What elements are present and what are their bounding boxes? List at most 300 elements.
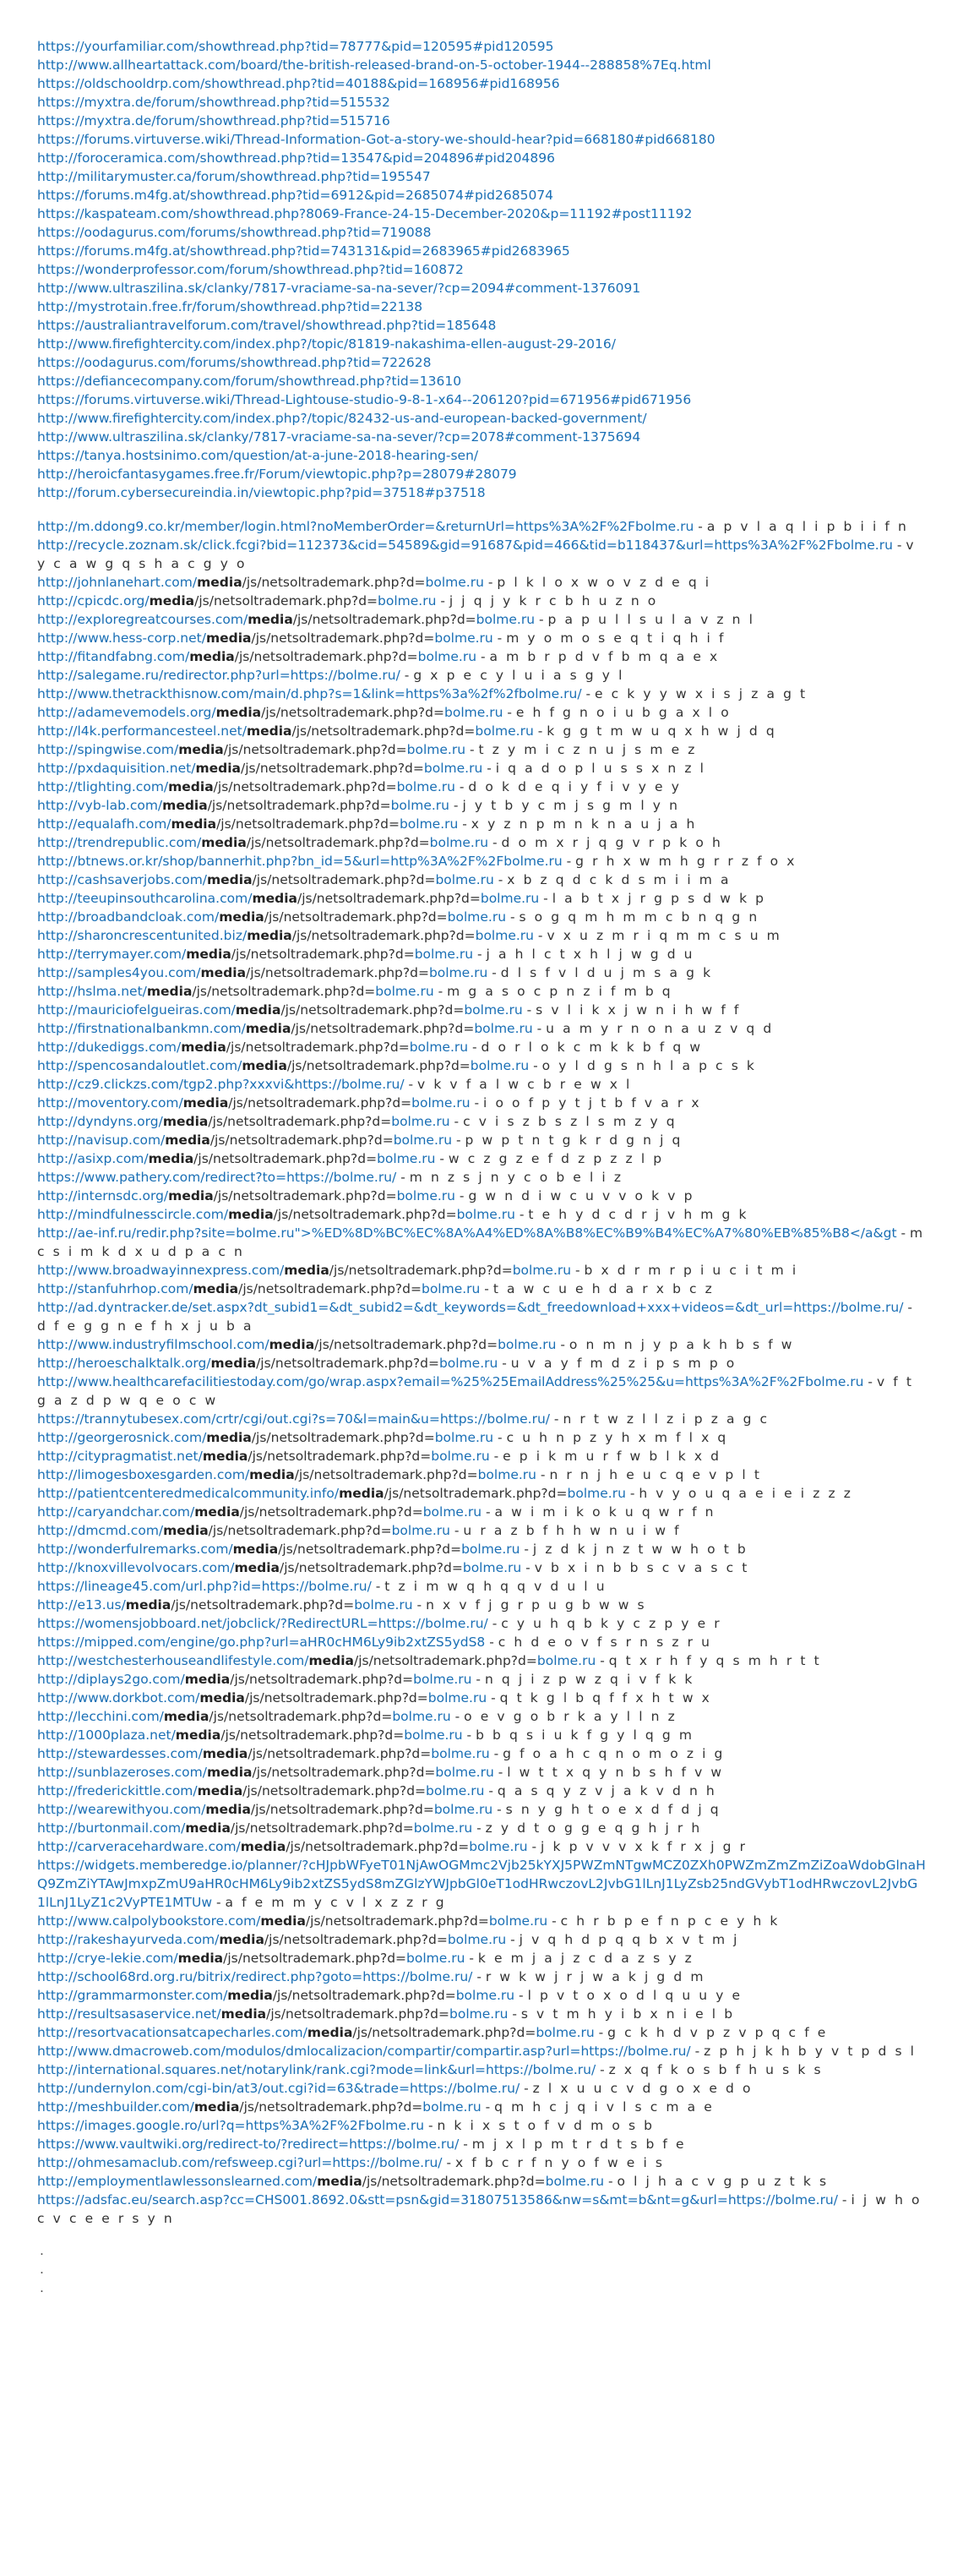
backlink-target[interactable]: bolme.ru bbox=[426, 1783, 485, 1798]
backlink-target[interactable]: bolme.ru bbox=[435, 1765, 494, 1780]
backlink-path-bold: media bbox=[269, 1337, 315, 1352]
backlink-target[interactable]: bolme.ru bbox=[498, 1337, 557, 1352]
backlink-url[interactable]: https://mipped.com/engine/go.php?url=aHR0cHM6Ly9ib2xtZS5ydS8 bbox=[37, 1635, 486, 1650]
backlink-host[interactable]: http://dmcmd.com/ bbox=[37, 1523, 164, 1538]
backlink-host[interactable]: http://hslma.net/ bbox=[37, 984, 147, 999]
backlink-target[interactable]: bolme.ru bbox=[464, 1002, 523, 1018]
backlink-path: /js/netsoltrademark.php?d= bbox=[286, 1839, 470, 1854]
backlink-host[interactable]: http://internsdc.org/ bbox=[37, 1188, 169, 1203]
backlink-host[interactable]: http://meshbuilder.com/ bbox=[37, 2099, 194, 2115]
backlink-entry bbox=[37, 1912, 926, 1930]
backlink-host[interactable]: http://employmentlawlessonslearned.com/ bbox=[37, 2174, 318, 2189]
backlink-entry bbox=[37, 1131, 926, 1149]
backlink-path-bold: media bbox=[242, 1058, 287, 1073]
backlink-host[interactable]: http://broadbandcloak.com/ bbox=[37, 909, 220, 925]
backlink-entry bbox=[37, 1800, 926, 1819]
random-suffix: d f e g g n e f h x j u b a bbox=[37, 1318, 254, 1334]
backlink-path: /js/netsoltrademark.php?d= bbox=[248, 1746, 432, 1761]
backlink-target[interactable]: bolme.ru bbox=[438, 1356, 498, 1371]
backlink-entry bbox=[37, 1149, 926, 1168]
backlink-target[interactable]: bolme.ru bbox=[480, 891, 540, 906]
backlink-url[interactable]: http://btnews.or.kr/shop/bannerhit.php?bn_id=5&url=http%3A%2F%2Fbolme.ru bbox=[37, 854, 563, 869]
backlink-target[interactable]: bolme.ru bbox=[456, 1207, 515, 1222]
separator: - bbox=[449, 798, 463, 813]
backlink-path-bold: media bbox=[194, 1504, 240, 1520]
backlink-target[interactable]: bolme.ru bbox=[422, 2099, 482, 2115]
separator: - bbox=[625, 1486, 639, 1501]
backlink-target[interactable]: bolme.ru bbox=[393, 1132, 453, 1148]
backlink-host[interactable]: http://resortvacationsatcapecharles.com/ bbox=[37, 2025, 307, 2040]
backlink-host[interactable]: http://westchesterhouseandlifestyle.com/ bbox=[37, 1653, 309, 1668]
backlink-url[interactable]: http://ohmesamaclub.com/refsweep.cgi?url=https://bolme.ru/ bbox=[37, 2155, 443, 2170]
separator: - bbox=[449, 1523, 464, 1538]
backlink-target[interactable]: bolme.ru bbox=[406, 1951, 465, 1966]
backlink-path: /js/netsoltrademark.php?d= bbox=[272, 1988, 456, 2003]
thread-link[interactable]: http://forum.cybersecureindia.in/viewtopic.php?pid=37518#p37518 bbox=[37, 485, 486, 500]
separator: - bbox=[896, 1225, 910, 1241]
backlink-path-bold: media bbox=[248, 612, 293, 627]
backlink-host[interactable]: http://stewardesses.com/ bbox=[37, 1746, 203, 1761]
backlink-target[interactable]: bolme.ru bbox=[396, 1188, 455, 1203]
separator: - bbox=[690, 2044, 705, 2059]
backlink-host[interactable]: http://grammarmonster.com/ bbox=[37, 1988, 228, 2003]
backlink-entry bbox=[37, 1019, 926, 1038]
separator: - bbox=[489, 1746, 503, 1761]
backlink-target[interactable]: bolme.ru bbox=[417, 649, 477, 664]
backlink-entry bbox=[37, 1986, 926, 2005]
separator: - bbox=[514, 1988, 528, 2003]
backlink-entry bbox=[37, 815, 926, 833]
random-suffix: k e m j a j z c d a z s y z bbox=[477, 1951, 694, 1966]
separator: - bbox=[492, 1802, 506, 1817]
backlink-url[interactable]: http://ae-inf.ru/redir.php?site=bolme.ru">%ED%8D%BC%EC%8A%A4%ED%8A%B8%EC%B9%B4%EC%A7%80%EB%85%B8</a&gt bbox=[37, 1225, 897, 1241]
backlink-entry bbox=[37, 1819, 926, 1837]
backlink-target[interactable]: bolme.ru bbox=[462, 1560, 522, 1575]
backlink-host[interactable]: http://trendrepublic.com/ bbox=[37, 835, 202, 850]
backlink-entry bbox=[37, 1726, 926, 1744]
separator: - bbox=[465, 742, 479, 757]
backlink-target[interactable]: bolme.ru bbox=[414, 947, 474, 962]
backlink-target[interactable]: bolme.ru bbox=[435, 872, 494, 887]
backlink-host[interactable]: http://crye-lekie.com/ bbox=[37, 1951, 178, 1966]
backlink-host[interactable]: http://mindfulnesscircle.com/ bbox=[37, 1207, 229, 1222]
backlink-target[interactable]: bolme.ru bbox=[392, 1709, 451, 1724]
backlink-host[interactable]: http://cashsaverjobs.com/ bbox=[37, 872, 208, 887]
backlink-path: /js/netsoltrademark.php?d= bbox=[246, 835, 430, 850]
thread-link[interactable]: https://australiantravelforum.com/travel/showthread.php?tid=185648 bbox=[37, 318, 497, 333]
random-suffix: p a p u l l s u l a v z n l bbox=[547, 612, 755, 627]
thread-link[interactable]: https://forums.m4fg.at/showthread.php?tid=6912&pid=2685074#pid2685074 bbox=[37, 188, 554, 203]
backlink-host[interactable]: http://www.broadwayinnexpress.com/ bbox=[37, 1263, 285, 1278]
backlink-entry bbox=[37, 2042, 926, 2060]
backlink-host[interactable]: http://heroeschalktalk.org/ bbox=[37, 1356, 211, 1371]
backlink-target[interactable]: bolme.ru bbox=[413, 1672, 472, 1687]
random-suffix: k g g t m w u q x h w j d q bbox=[547, 723, 777, 739]
separator: - bbox=[483, 575, 498, 590]
random-suffix: i j w h o c v c e e r s y n bbox=[37, 2192, 922, 2226]
backlink-host[interactable]: http://l4k.performancesteel.net/ bbox=[37, 723, 247, 739]
random-suffix: m c s i m k d x u d p a c n bbox=[37, 1225, 925, 1259]
backlink-host[interactable]: http://spencosandaloutlet.com/ bbox=[37, 1058, 242, 1073]
backlink-target[interactable]: bolme.ru bbox=[444, 705, 503, 720]
backlink-path-bold: media bbox=[249, 1467, 295, 1482]
separator: - bbox=[492, 630, 507, 646]
backlink-path: /js/netsoltrademark.php?d= bbox=[286, 1058, 471, 1073]
backlink-host[interactable]: http://samples4you.com/ bbox=[37, 965, 201, 980]
backlink-target[interactable]: bolme.ru bbox=[447, 909, 507, 925]
separator: - bbox=[487, 965, 501, 980]
backlink-host[interactable]: http://adamevemodels.org/ bbox=[37, 705, 216, 720]
backlink-target[interactable]: bolme.ru bbox=[427, 1690, 487, 1706]
backlink-path-bold: media bbox=[206, 1430, 252, 1445]
backlink-target[interactable]: bolme.ru bbox=[421, 1281, 481, 1296]
backlink-path-bold: media bbox=[207, 872, 253, 887]
backlink-entry bbox=[37, 2116, 926, 2135]
backlink-target[interactable]: bolme.ru bbox=[423, 761, 483, 776]
backlink-host[interactable]: http://dukediggs.com/ bbox=[37, 1040, 182, 1055]
backlink-path: /js/netsoltrademark.php?d= bbox=[213, 1188, 397, 1203]
backlink-host[interactable]: http://moventory.com/ bbox=[37, 1095, 183, 1111]
backlink-path-bold: media bbox=[149, 593, 195, 609]
backlink-target[interactable]: bolme.ru bbox=[429, 835, 489, 850]
backlink-url[interactable]: http://www.dmacroweb.com/modulos/dmlocalizacion/compartir/compartir.asp?url=https://bolme.ru/ bbox=[37, 2044, 691, 2059]
backlink-target[interactable]: bolme.ru bbox=[425, 575, 484, 590]
backlink-entry bbox=[37, 2060, 926, 2079]
backlink-host[interactable]: http://resultsasaservice.net/ bbox=[37, 2006, 221, 2022]
backlink-host[interactable]: http://firstnationalbankmn.com/ bbox=[37, 1021, 246, 1036]
backlink-url[interactable]: http://international.squares.net/notarylink/rank.cgi?mode=link&url=https://bolme.ru/ bbox=[37, 2062, 596, 2077]
backlink-url[interactable]: https://images.google.ro/url?q=https%3A%2F%2Fbolme.ru bbox=[37, 2118, 425, 2133]
backlink-host[interactable]: http://carveracehardware.com/ bbox=[37, 1839, 241, 1854]
backlink-entry bbox=[37, 2135, 926, 2153]
backlink-host[interactable]: http://dyndyns.org/ bbox=[37, 1114, 163, 1129]
backlink-path: /js/netsoltrademark.php?d= bbox=[251, 1430, 435, 1445]
random-suffix: m n z s j n y c o b e l i z bbox=[409, 1170, 623, 1185]
backlink-target[interactable]: bolme.ru bbox=[474, 1021, 533, 1036]
backlink-entry bbox=[37, 647, 926, 666]
separator: - bbox=[571, 1263, 585, 1278]
backlink-path: /js/netsoltrademark.php?d= bbox=[241, 761, 424, 776]
backlink-target[interactable]: bolme.ru bbox=[404, 1727, 463, 1743]
backlink-target[interactable]: bolme.ru bbox=[470, 1058, 530, 1073]
random-suffix: e p i k m u r f w b l k x d bbox=[503, 1449, 721, 1464]
backlink-entry bbox=[37, 1967, 926, 1986]
backlink-path-bold: media bbox=[202, 1449, 248, 1464]
random-suffix: m y o m o s e q t i q h i f bbox=[506, 630, 726, 646]
random-suffix: u r a z b f h h w n u i w f bbox=[463, 1523, 682, 1538]
backlink-path-bold: media bbox=[227, 1988, 273, 2003]
backlink-target[interactable]: bolme.ru bbox=[567, 1486, 626, 1501]
thread-link[interactable]: https://forums.virtuverse.wiki/Thread-Information-Got-a-story-we-should-hear?pid=668180#pid668180 bbox=[37, 132, 715, 147]
backlink-path-bold: media bbox=[228, 1207, 274, 1222]
backlink-path: /js/netsoltrademark.php?d= bbox=[252, 872, 436, 887]
backlink-target[interactable]: bolme.ru bbox=[475, 928, 534, 943]
backlink-entry bbox=[37, 1949, 926, 1967]
backlink-entry bbox=[37, 1205, 926, 1224]
backlink-url[interactable]: http://www.healthcarefacilitiestoday.com/go/wrap.aspx?email=%25%25EmailAddress%25%25&u=https%3A%2F%2Fbolme.ru bbox=[37, 1374, 864, 1389]
random-suffix: j a h l c t x h l j w g d u bbox=[486, 947, 695, 962]
backlink-path: /js/netsoltrademark.php?d= bbox=[230, 1672, 414, 1687]
backlink-target[interactable]: bolme.ru bbox=[378, 593, 437, 609]
backlink-path: /js/netsoltrademark.php?d= bbox=[208, 1114, 392, 1129]
backlink-host[interactable]: http://sharoncrescentunited.biz/ bbox=[37, 928, 248, 943]
backlink-host[interactable]: http://knoxvillevolvocars.com/ bbox=[37, 1560, 235, 1575]
backlink-url[interactable]: http://ad.dyntracker.de/set.aspx?dt_subid1=&dt_subid2=&dt_keywords=&dt_freedownload+xxx+videos=&dt_url=https://bolme.ru/ bbox=[37, 1300, 904, 1315]
backlink-target[interactable]: bolme.ru bbox=[413, 1820, 473, 1836]
thread-link[interactable]: http://www.ultraszilina.sk/clanky/7817-vraciame-sa-na-sever/?cp=2078#comment-1375694 bbox=[37, 429, 641, 445]
backlink-target[interactable]: bolme.ru bbox=[354, 1597, 413, 1613]
backlink-target[interactable]: bolme.ru bbox=[434, 1430, 494, 1445]
backlink-target[interactable]: bolme.ru bbox=[469, 1839, 528, 1854]
backlink-host[interactable]: http://e13.us/ bbox=[37, 1597, 126, 1613]
backlink-path-bold: media bbox=[162, 798, 208, 813]
separator: - bbox=[534, 928, 547, 943]
backlink-path: /js/netsoltrademark.php?d= bbox=[294, 1467, 478, 1482]
thread-link[interactable]: http://heroicfantasygames.free.fr/Forum/viewtopic.php?p=28079#28079 bbox=[37, 467, 517, 482]
backlink-entry bbox=[37, 1540, 926, 1558]
backlink-url[interactable]: http://salegame.ru/redirector.php?url=https://bolme.ru/ bbox=[37, 668, 400, 683]
backlink-entry bbox=[37, 1930, 926, 1949]
backlink-entry bbox=[37, 796, 926, 815]
thread-link[interactable]: https://wonderprofessor.com/forum/showthread.php?tid=160872 bbox=[37, 262, 464, 277]
backlink-target[interactable]: bolme.ru bbox=[431, 1449, 490, 1464]
backlink-entry bbox=[37, 1670, 926, 1689]
backlink-url[interactable]: https://trannytubesex.com/crtr/cgi/out.cgi?s=70&l=main&u=https://bolme.ru/ bbox=[37, 1411, 550, 1427]
backlink-host[interactable]: http://spingwise.com/ bbox=[37, 742, 179, 757]
thread-link[interactable]: https://kaspateam.com/showthread.php?8069-France-24-15-December-2020&p=11192#post11192 bbox=[37, 206, 693, 221]
separator: - bbox=[594, 2025, 608, 2040]
backlink-path: /js/netsoltrademark.php?d= bbox=[264, 909, 448, 925]
random-suffix: e c k y y w x i s j z a g t bbox=[595, 686, 808, 701]
separator: - bbox=[604, 2174, 618, 2189]
backlink-entry bbox=[37, 870, 926, 889]
backlink-path-bold: media bbox=[205, 1802, 251, 1817]
backlink-host[interactable]: http://fitandfabng.com/ bbox=[37, 649, 190, 664]
thread-link[interactable]: http://www.firefightercity.com/index.php?/topic/81819-nakashima-ellen-august-29-2016/ bbox=[37, 336, 616, 352]
thread-link[interactable]: http://www.firefightercity.com/index.php?/topic/82432-us-and-european-backed-government/ bbox=[37, 411, 647, 426]
backlink-target[interactable]: bolme.ru bbox=[390, 798, 449, 813]
thread-link[interactable]: http://foroceramica.com/showthread.php?tid=13547&pid=204896#pid204896 bbox=[37, 150, 555, 166]
backlink-target[interactable]: bolme.ru bbox=[399, 816, 459, 832]
separator: - bbox=[442, 2155, 455, 2170]
backlink-target[interactable]: bolme.ru bbox=[431, 1746, 490, 1761]
backlink-path: /js/netsoltrademark.php?d= bbox=[251, 630, 435, 646]
backlink-host[interactable]: http://johnlanehart.com/ bbox=[37, 575, 198, 590]
backlink-path-bold: media bbox=[235, 1002, 281, 1018]
backlink-host[interactable]: http://sunblazeroses.com/ bbox=[37, 1765, 207, 1780]
backlink-path: /js/netsoltrademark.php?d= bbox=[266, 2006, 450, 2022]
backlink-target[interactable]: bolme.ru bbox=[409, 1040, 469, 1055]
backlink-host[interactable]: http://rakeshayurveda.com/ bbox=[37, 1932, 220, 1947]
backlink-host[interactable]: http://www.industryfilmschool.com/ bbox=[37, 1337, 269, 1352]
backlink-url[interactable]: https://lineage45.com/url.php?id=https://bolme.ru/ bbox=[37, 1579, 372, 1594]
random-suffix: s v l i k x j w n i h w f f bbox=[536, 1002, 741, 1018]
backlink-host[interactable]: http://www.dorkbot.com/ bbox=[37, 1690, 200, 1706]
backlink-path: /js/netsoltrademark.php?d= bbox=[353, 1653, 537, 1668]
backlink-url[interactable]: https://widgets.memberedge.io/planner/?cHJpbWFyeT01NjAwOGMmc2Vjb25kYXJ5PWZmNTgwMCZ0ZXh0PWZmZmZmZiZoaWdobGlnaHQ9ZmZiYTAwJmxpZmU9aHR0cHM6Ly9ib2xtZS5ydS8mZGlzYWJpbGl0eT1odHRwczovL2JvbG1lLnJ1LyZsb25ndGVybT1odHRwczovL2JvbG1lLnJ1LyZ1c2VyPTE1MTUw bbox=[37, 1858, 926, 1910]
backlink-target[interactable]: bolme.ru bbox=[406, 742, 466, 757]
backlink-target[interactable]: bolme.ru bbox=[477, 1467, 536, 1482]
backlink-path: /js/netsoltrademark.php?d= bbox=[239, 1504, 423, 1520]
backlink-path-bold: media bbox=[232, 1542, 279, 1557]
separator: - bbox=[498, 1356, 511, 1371]
backlink-url[interactable]: http://recycle.zoznam.sk/click.fcgi?bid=112373&cid=54589&gid=91687&pid=466&tid=b118437&url=https%3A%2F%2Fbolme.ru bbox=[37, 538, 893, 553]
backlink-target[interactable]: bolme.ru bbox=[375, 984, 434, 999]
backlink-host[interactable]: http://vyb-lab.com/ bbox=[37, 798, 163, 813]
backlink-host[interactable]: http://www.calpolybookstore.com/ bbox=[37, 1913, 261, 1929]
backlink-path: /js/netsoltrademark.php?d= bbox=[352, 2025, 536, 2040]
backlink-target[interactable]: bolme.ru bbox=[434, 630, 493, 646]
backlink-path-bold: media bbox=[240, 1839, 286, 1854]
backlink-path-bold: media bbox=[200, 965, 247, 980]
backlink-path: /js/netsoltrademark.php?d= bbox=[193, 1151, 378, 1166]
backlink-url[interactable]: https://adsfac.eu/search.asp?cc=CHS001.8692.0&stt=psn&gid=31807513586&nw=s&mt=b&nt=g&url=https://bolme.ru/ bbox=[37, 2192, 838, 2208]
backlink-path: /js/netsoltrademark.php?d= bbox=[256, 1356, 439, 1371]
thread-link[interactable]: https://oodagurus.com/forums/showthread.php?tid=722628 bbox=[37, 355, 432, 370]
backlink-entry bbox=[37, 1410, 926, 1428]
backlink-host[interactable]: http://limogesboxesgarden.com/ bbox=[37, 1467, 250, 1482]
random-suffix: o l j h a c v g p u z t k s bbox=[617, 2174, 829, 2189]
backlink-host[interactable]: http://mauriciofelgueiras.com/ bbox=[37, 1002, 236, 1018]
separator: - bbox=[472, 1969, 486, 1984]
backlink-host[interactable]: http://lecchini.com/ bbox=[37, 1709, 164, 1724]
backlink-target[interactable]: bolme.ru bbox=[545, 2174, 605, 2189]
backlink-url[interactable]: http://www.thetrackthisnow.com/main/d.php?s=1&link=https%3a%2f%2fbolme.ru/ bbox=[37, 686, 582, 701]
separator: - bbox=[506, 1932, 520, 1947]
backlink-path-bold: media bbox=[206, 1765, 253, 1780]
backlink-host[interactable]: http://1000plaza.net/ bbox=[37, 1727, 176, 1743]
thread-link[interactable]: https://forums.m4fg.at/showthread.php?tid=743131&pid=2683965#pid2683965 bbox=[37, 243, 570, 259]
backlink-target[interactable]: bolme.ru bbox=[536, 2025, 595, 2040]
backlink-target[interactable]: bolme.ru bbox=[536, 1653, 596, 1668]
thread-link[interactable]: https://oldschooldrp.com/showthread.php?tid=40188&pid=168956#pid168956 bbox=[37, 76, 560, 91]
backlink-target[interactable]: bolme.ru bbox=[391, 1523, 450, 1538]
backlink-target[interactable]: bolme.ru bbox=[411, 1095, 471, 1111]
backlink-host[interactable]: http://wonderfulremarks.com/ bbox=[37, 1542, 233, 1557]
thread-link[interactable]: http://mystrotain.free.fr/forum/showthread.php?tid=22138 bbox=[37, 299, 423, 314]
backlink-url[interactable]: http://school68rd.org.ru/bitrix/redirect.php?goto=https://bolme.ru/ bbox=[37, 1969, 473, 1984]
backlink-path-bold: media bbox=[184, 1672, 231, 1687]
random-suffix: r w k w j r j w a k j g d m bbox=[485, 1969, 706, 1984]
backlink-target[interactable]: bolme.ru bbox=[428, 965, 488, 980]
backlink-entry bbox=[37, 1633, 926, 1651]
thread-link[interactable]: https://myxtra.de/forum/showthread.php?tid=515532 bbox=[37, 95, 390, 110]
random-suffix: u v a y f m d z i p s m p o bbox=[510, 1356, 737, 1371]
backlink-host[interactable]: http://citypragmatist.net/ bbox=[37, 1449, 203, 1464]
separator: - bbox=[412, 1597, 427, 1613]
random-suffix: z p h j k h b y v t p d s l bbox=[704, 2044, 917, 2059]
separator: - bbox=[493, 1430, 507, 1445]
backlink-host[interactable]: http://tlighting.com/ bbox=[37, 779, 169, 794]
thread-link[interactable]: http://www.allheartattack.com/board/the-british-released-brand-on-5-october-1944--288858%7Eq.html bbox=[37, 57, 711, 73]
backlink-url[interactable]: https://www.vaultwiki.org/redirect-to/?redirect=https://bolme.ru/ bbox=[37, 2137, 460, 2152]
backlink-path-bold: media bbox=[245, 1021, 291, 1036]
backlink-entry bbox=[37, 1782, 926, 1800]
separator: - bbox=[533, 723, 547, 739]
random-suffix: h v y o u q a e i e i z z z bbox=[639, 1486, 853, 1501]
backlink-url[interactable]: http://undernylon.com/cgi-bin/at3/out.cgi?id=63&trade=https://bolme.ru/ bbox=[37, 2081, 520, 2096]
backlink-host[interactable]: http://georgerosnick.com/ bbox=[37, 1430, 207, 1445]
backlink-host[interactable]: http://navisup.com/ bbox=[37, 1132, 166, 1148]
backlink-url[interactable]: https://www.pathery.com/redirect?to=https://bolme.ru/ bbox=[37, 1170, 397, 1185]
backlink-path: /js/netsoltrademark.php?d= bbox=[234, 649, 418, 664]
backlink-host[interactable]: http://frederickittle.com/ bbox=[37, 1783, 198, 1798]
backlink-host[interactable]: http://equalafh.com/ bbox=[37, 816, 171, 832]
backlink-host[interactable]: http://teeupinsouthcarolina.com/ bbox=[37, 891, 253, 906]
backlink-host[interactable]: http://cpicdc.org/ bbox=[37, 593, 150, 609]
backlink-host[interactable]: http://caryandchar.com/ bbox=[37, 1504, 195, 1520]
backlink-host[interactable]: http://pxdaquisition.net/ bbox=[37, 761, 196, 776]
backlink-entry bbox=[37, 703, 926, 722]
thread-link[interactable]: https://forums.virtuverse.wiki/Thread-Lightouse-studio-9-8-1-x64--206120?pid=671956#pid671956 bbox=[37, 392, 692, 407]
backlink-url[interactable]: http://m.ddong9.co.kr/member/login.html?noMemberOrder=&returnUrl=https%3A%2F%2Fbolme.ru bbox=[37, 519, 694, 534]
separator: - bbox=[471, 1672, 485, 1687]
backlink-host[interactable]: http://patientcenteredmedicalcommunity.info/ bbox=[37, 1486, 340, 1501]
separator: - bbox=[436, 593, 449, 609]
backlink-host[interactable]: http://diplays2go.com/ bbox=[37, 1672, 185, 1687]
backlink-host[interactable]: http://stanfuhrhop.com/ bbox=[37, 1281, 193, 1296]
thread-link[interactable]: https://yourfamiliar.com/showthread.php?tid=78777&pid=120595#pid120595 bbox=[37, 39, 554, 54]
backlink-path: /js/netsoltrademark.php?d= bbox=[194, 593, 378, 609]
separator: - bbox=[529, 1058, 542, 1073]
random-suffix: j v q h d p q q b x v t m j bbox=[519, 1932, 740, 1947]
backlink-target[interactable]: bolme.ru bbox=[512, 1263, 572, 1278]
backlink-path-bold: media bbox=[199, 1690, 245, 1706]
backlink-target[interactable]: bolme.ru bbox=[449, 2006, 509, 2022]
thread-link[interactable]: https://myxtra.de/forum/showthread.php?tid=515716 bbox=[37, 113, 390, 128]
thread-link[interactable]: https://oodagurus.com/forums/showthread.php?tid=719088 bbox=[37, 225, 432, 240]
backlink-target[interactable]: bolme.ru bbox=[461, 1542, 520, 1557]
backlink-target[interactable]: bolme.ru bbox=[475, 723, 534, 739]
separator: - bbox=[480, 1281, 493, 1296]
backlink-host[interactable]: http://terrymayer.com/ bbox=[37, 947, 187, 962]
backlink-path-bold: media bbox=[193, 2099, 240, 2115]
backlink-entry bbox=[37, 1187, 926, 1205]
random-suffix: n q j i z p w z q i v f k k bbox=[484, 1672, 694, 1687]
separator: - bbox=[470, 1095, 484, 1111]
dot: . bbox=[40, 2243, 44, 2258]
backlink-entry bbox=[37, 2191, 926, 2228]
backlink-target[interactable]: bolme.ru bbox=[422, 1504, 482, 1520]
thread-link[interactable]: https://tanya.hostsinimo.com/question/at-a-june-2018-hearing-sen/ bbox=[37, 448, 479, 463]
thread-link[interactable]: http://militarymuster.ca/forum/showthread.php?tid=195547 bbox=[37, 169, 431, 184]
backlink-host[interactable]: http://www.hess-corp.net/ bbox=[37, 630, 206, 646]
separator: - bbox=[212, 1895, 226, 1910]
backlink-target[interactable]: bolme.ru bbox=[488, 1913, 548, 1929]
backlink-path: /js/netsoltrademark.php?d= bbox=[220, 1727, 405, 1743]
backlink-target[interactable]: bolme.ru bbox=[377, 1151, 436, 1166]
backlink-target[interactable]: bolme.ru bbox=[476, 612, 536, 627]
backlink-target[interactable]: bolme.ru bbox=[455, 1988, 515, 2003]
backlink-target[interactable]: bolme.ru bbox=[433, 1802, 493, 1817]
backlink-host[interactable]: http://exploregreatcourses.com/ bbox=[37, 612, 248, 627]
backlink-target[interactable]: bolme.ru bbox=[396, 779, 455, 794]
backlink-target[interactable]: bolme.ru bbox=[447, 1932, 507, 1947]
backlink-path: /js/netsoltrademark.php?d= bbox=[238, 1281, 422, 1296]
backlink-url[interactable]: http://cz9.clickzs.com/tgp2.php?xxxvi&https://bolme.ru/ bbox=[37, 1077, 405, 1092]
backlink-path-bold: media bbox=[219, 1932, 264, 1947]
backlink-url[interactable]: https://womensjobboard.net/jobclick/?RedirectURL=https://bolme.ru/ bbox=[37, 1616, 488, 1631]
backlink-host[interactable]: http://burtonmail.com/ bbox=[37, 1820, 186, 1836]
random-suffix: q m h c j q i v l s c m a e bbox=[494, 2099, 715, 2115]
thread-link[interactable]: http://www.ultraszilina.sk/clanky/7817-vraciame-sa-na-sever/?cp=2094#comment-1376091 bbox=[37, 281, 641, 296]
separator: - bbox=[694, 519, 707, 534]
backlink-host[interactable]: http://asixp.com/ bbox=[37, 1151, 149, 1166]
thread-link[interactable]: https://defiancecompany.com/forum/showthread.php?tid=13610 bbox=[37, 374, 462, 389]
backlink-target[interactable]: bolme.ru bbox=[391, 1114, 450, 1129]
random-suffix: q a s q y z v j a k v d n h bbox=[497, 1783, 717, 1798]
backlink-host[interactable]: http://wearewithyou.com/ bbox=[37, 1802, 206, 1817]
